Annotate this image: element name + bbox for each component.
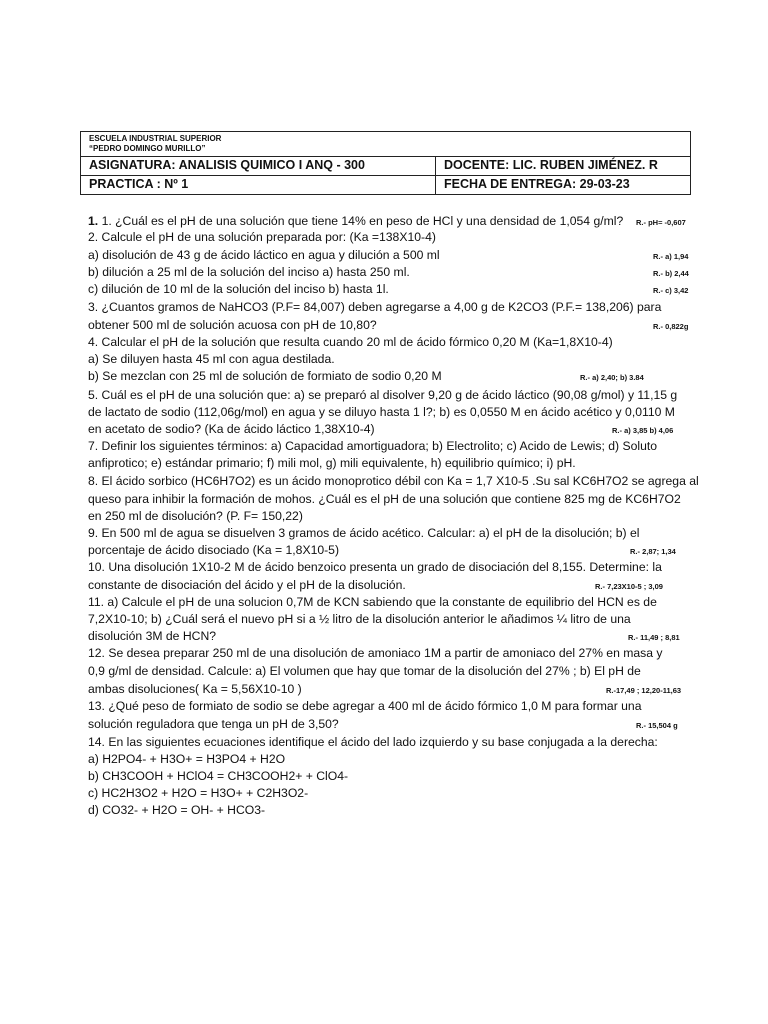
practice-cell: PRACTICA : Nº 1 (89, 177, 189, 191)
subject-row (81, 157, 690, 176)
school-line-2: “PEDRO DOMINGO MURILLO” (89, 144, 206, 153)
header-table (80, 131, 691, 195)
question-10-line-1: 10. Una disolución 1X10-2 M de ácido benzoico presenta un grado de disociación del 8,155. Determine: la (88, 560, 662, 574)
school-line-1: ESCUELA INDUSTRIAL SUPERIOR (89, 134, 222, 143)
school-row (81, 132, 690, 157)
question-14-line-1: 14. En las siguientes ecuaciones identifique el ácido del lado izquierdo y su base conjugada a la derecha: (88, 735, 658, 749)
question-4-line-2: a) Se diluyen hasta 45 ml con agua destilada. (88, 352, 335, 366)
question-8-line-3: en 250 ml de disolución? (P. F= 150,22) (88, 509, 303, 523)
practice-row (81, 176, 690, 195)
question-7-line-1: 7. Definir los siguientes términos: a) Capacidad amortiguadora; b) Electrolito; c) Acido de Lewis; d) Soluto (88, 439, 658, 453)
question-8-line-1: 8. El ácido sorbico (HC6H7O2) es un ácido monoprotico débil con Ka = 1,7 X10-5 .Su sal KC6H7O2 se agrega al (88, 474, 699, 488)
question-13-line-2: solución reguladora que tenga un pH de 3,50? (88, 717, 339, 731)
question-2-line-4: c) dilución de 10 ml de la solución del inciso b) hasta 1l. (88, 282, 389, 296)
question-5-line-2: de lactato de sodio (112,06g/mol) en agua y se diluyo hasta 1 l?; b) es 0,0550 M en ácido acético y 0,0110 M (88, 405, 675, 419)
answer-3: R.- 0,822g (653, 322, 689, 331)
teacher-cell: DOCENTE: LIC. RUBEN JIMÉNEZ. R (435, 157, 692, 175)
question-2-line-2: a) disolución de 43 g de ácido láctico en agua y dilución a 500 ml (88, 248, 440, 262)
subject-cell: ASIGNATURA: ANALISIS QUIMICO I ANQ - 300 (89, 158, 365, 172)
question-14-line-5: d) CO32- + H2O = OH- + HCO3- (88, 803, 266, 817)
answer-2b: R.- b) 2,44 (653, 269, 689, 278)
question-4-line-1: 4. Calcular el pH de la solución que resulta cuando 20 ml de ácido fórmico 0,20 M (Ka=1,8X10-4) (88, 335, 613, 349)
question-5-line-3: en acetato de sodio? (Ka de ácido láctico 1,38X10-4) (88, 422, 375, 436)
question-8-line-2: queso para inhibir la formación de mohos. ¿Cuál es el pH de una solución que contiene 825 mg de KC6H7O2 (88, 492, 681, 506)
answer-4: R.- a) 2,40; b) 3.84 (580, 373, 644, 382)
answer-9: R.- 2,87; 1,34 (630, 547, 676, 556)
question-2-line-1: 2. Calcule el pH de una solución preparada por: (Ka =138X10-4) (88, 230, 436, 244)
question-1-line-1: 1. 1. ¿Cuál es el pH de una solución que tiene 14% en peso de HCl y una densidad de 1,054 g/ml? (88, 214, 624, 228)
question-12-line-2: 0,9 g/ml de densidad. Calcule: a) El volumen que hay que tomar de la disolución del 27% ; b) El pH de (88, 664, 641, 678)
answer-2c: R.- c) 3,42 (653, 286, 689, 295)
question-2-line-3: b) dilución a 25 ml de la solución del inciso a) hasta 250 ml. (88, 265, 410, 279)
question-13-line-1: 13. ¿Qué peso de formiato de sodio se debe agregar a 400 ml de ácido fórmico 1,0 M para formar una (88, 699, 642, 713)
question-11-line-3: disolución 3M de HCN? (88, 629, 217, 643)
question-7-line-2: anfiprotico; e) estándar primario; f) mili mol, g) mili equivalente, h) equilibrio químico; i) pH. (88, 456, 576, 470)
question-3-line-2: obtener 500 ml de solución acuosa con pH de 10,80? (88, 318, 377, 332)
school-name (81, 132, 690, 156)
question-14-line-4: c) HC2H3O2 + H2O = H3O+ + C2H3O2- (88, 786, 309, 800)
answer-1: R.- pH= -0,607 (636, 218, 686, 227)
question-12-line-3: ambas disoluciones( Ka = 5,56X10-10 ) (88, 682, 302, 696)
question-12-line-1: 12. Se desea preparar 250 ml de una disolución de amoniaco 1M a partir de amoniaco del 27% en masa y (88, 646, 663, 660)
question-11-line-2: 7,2X10-10; b) ¿Cuál será el nuevo pH si a ½ litro de la disolución anterior le añadimos ¼ litro de una (88, 612, 631, 626)
question-11-line-1: 11. a) Calcule el pH de una solucion 0,7M de KCN sabiendo que la constante de equilibrio del HCN es de (88, 595, 657, 609)
question-3-line-1: 3. ¿Cuantos gramos de NaHCO3 (P.F= 84,007) deben agregarse a 4,00 g de K2CO3 (P.F.= 138,206) para (88, 300, 662, 314)
question-14-line-2: a) H2PO4- + H3O+ = H3PO4 + H2O (88, 752, 286, 766)
question-4-line-3: b) Se mezclan con 25 ml de solución de formiato de sodio 0,20 M (88, 369, 442, 383)
answer-11: R.- 11,49 ; 8,81 (628, 633, 680, 642)
question-14-line-3: b) CH3COOH + HClO4 = CH3COOH2+ + ClO4- (88, 769, 349, 783)
question-10-line-2: constante de disociación del ácido y el pH de la disolución. (88, 578, 406, 592)
answer-2a: R.- a) 1,94 (653, 252, 689, 261)
question-9-line-2: porcentaje de ácido disociado (Ka = 1,8X10-5) (88, 543, 340, 557)
answer-12: R.-17,49 ; 12,20-11,63 (606, 686, 682, 695)
question-5-line-1: 5. Cuál es el pH de una solución que: a) se preparó al disolver 9,20 g de ácido láctico (90,08 g/mol) y 11,15 g (88, 388, 678, 402)
answer-13: R.- 15,504 g (636, 721, 678, 730)
question-1-text: 1. ¿Cuál es el pH de una solución que tiene 14% en peso de HCl y una densidad de 1,054 g/ml? (101, 214, 624, 228)
question-9-line-1: 9. En 500 ml de agua se disuelven 3 gramos de ácido acético. Calcular: a) el pH de la disolución; b) el (88, 526, 640, 540)
due-date-cell: FECHA DE ENTREGA: 29-03-23 (435, 176, 692, 195)
answer-5: R.- a) 3,85 b) 4,06 (612, 426, 674, 435)
answer-10: R.- 7,23X10-5 ; 3,09 (595, 582, 663, 591)
